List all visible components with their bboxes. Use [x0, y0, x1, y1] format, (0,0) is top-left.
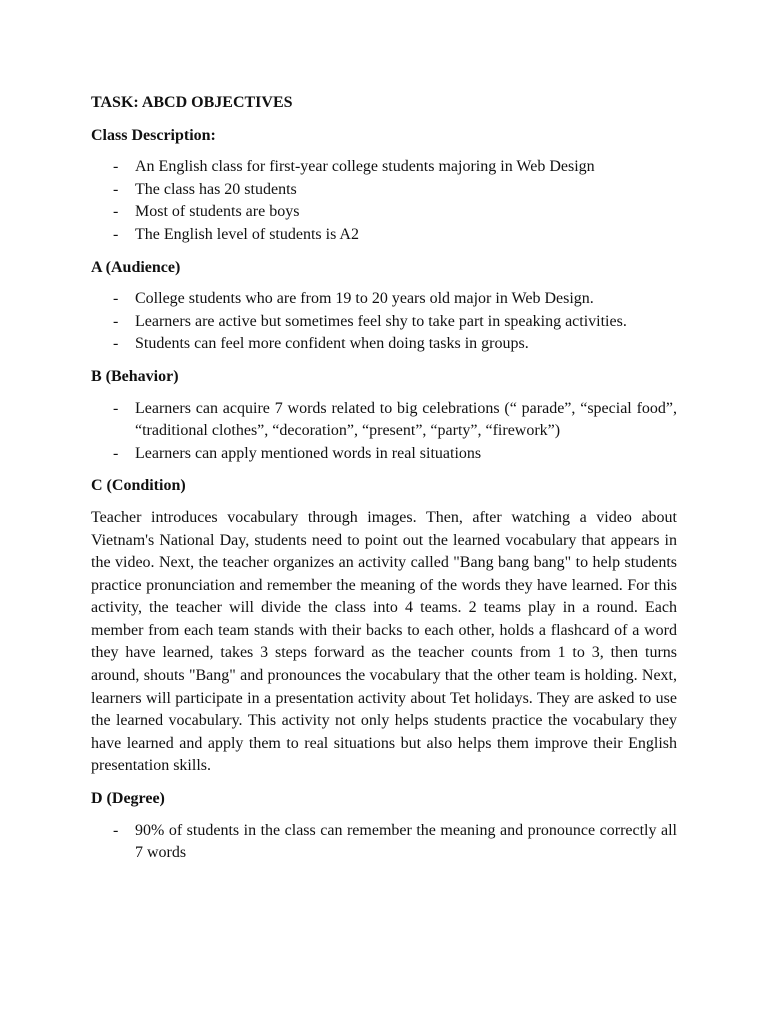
- bullet-dash: -: [113, 399, 119, 417]
- audience-list: [91, 288, 677, 356]
- list-item-text: Learners can acquire 7 words related to big celebrations (“ parade”, “special food”, “traditional clothes”, “decoration”, “present”, “party”, “firework”): [135, 399, 677, 440]
- list-item: [91, 311, 677, 334]
- bullet-dash: -: [113, 290, 119, 308]
- audience-heading: A (Audience): [91, 258, 181, 276]
- list-item: [91, 443, 677, 466]
- list-item-text: The English level of students is A2: [135, 225, 359, 243]
- list-item-text: The class has 20 students: [135, 180, 297, 198]
- list-item-text: College students who are from 19 to 20 years old major in Web Design.: [135, 290, 594, 308]
- class-description-heading: Class Description:: [91, 126, 216, 144]
- behavior-heading: B (Behavior): [91, 367, 179, 385]
- list-item: [91, 156, 677, 179]
- bullet-dash: -: [113, 180, 119, 198]
- list-item-text: Students can feel more confident when doing tasks in groups.: [135, 335, 529, 353]
- list-item: [91, 201, 677, 224]
- document-title: TASK: ABCD OBJECTIVES: [91, 94, 293, 111]
- class-description-list: [91, 156, 677, 246]
- bullet-dash: -: [113, 335, 119, 353]
- bullet-dash: -: [113, 225, 119, 243]
- list-item-text: 90% of students in the class can remember the meaning and pronounce correctly all 7 words: [135, 821, 677, 862]
- bullet-dash: -: [113, 821, 119, 839]
- list-item: [91, 820, 677, 865]
- list-item-text: Most of students are boys: [135, 203, 300, 221]
- list-item-text: Learners are active but sometimes feel shy to take part in speaking activities.: [135, 312, 627, 330]
- bullet-dash: -: [113, 203, 119, 221]
- degree-heading: D (Degree): [91, 790, 165, 808]
- bullet-dash: -: [113, 444, 119, 462]
- bullet-dash: -: [113, 312, 119, 330]
- list-item: [91, 288, 677, 311]
- list-item-text: Learners can apply mentioned words in real situations: [135, 444, 482, 462]
- list-item: [91, 224, 677, 247]
- list-item: [91, 179, 677, 202]
- list-item: [91, 398, 677, 443]
- behavior-list: [91, 398, 677, 466]
- list-item: [91, 333, 677, 356]
- condition-heading: C (Condition): [91, 477, 186, 495]
- document-page: [91, 92, 677, 875]
- degree-list: [91, 820, 677, 865]
- bullet-dash: -: [113, 158, 119, 176]
- list-item-text: An English class for first-year college students majoring in Web Design: [135, 158, 595, 176]
- condition-paragraph: Teacher introduces vocabulary through images. Then, after watching a video about Vietnam's National Day, students need to point out the learned vocabulary that appears in the video. Next, the teacher organizes an activity called "Bang bang bang" to help students practice pronunciation and remember the meaning of the words they have learned. For this activity, the teacher will divide the class into 4 teams. 2 teams play in a round. Each member from each team stands with their backs to each other, holds a flashcard of a word they have learned, takes 3 steps forward as the teacher counts from 1 to 3, then turns around, shouts "Bang" and pronounces the vocabulary that the other team is holding. Next, learners will participate in a presentation activity about Tet holidays. They are asked to use the learned vocabulary. This activity not only helps students practice the vocabulary they have learned and apply them to real situations but also helps them improve their English presentation skills.: [91, 508, 677, 775]
